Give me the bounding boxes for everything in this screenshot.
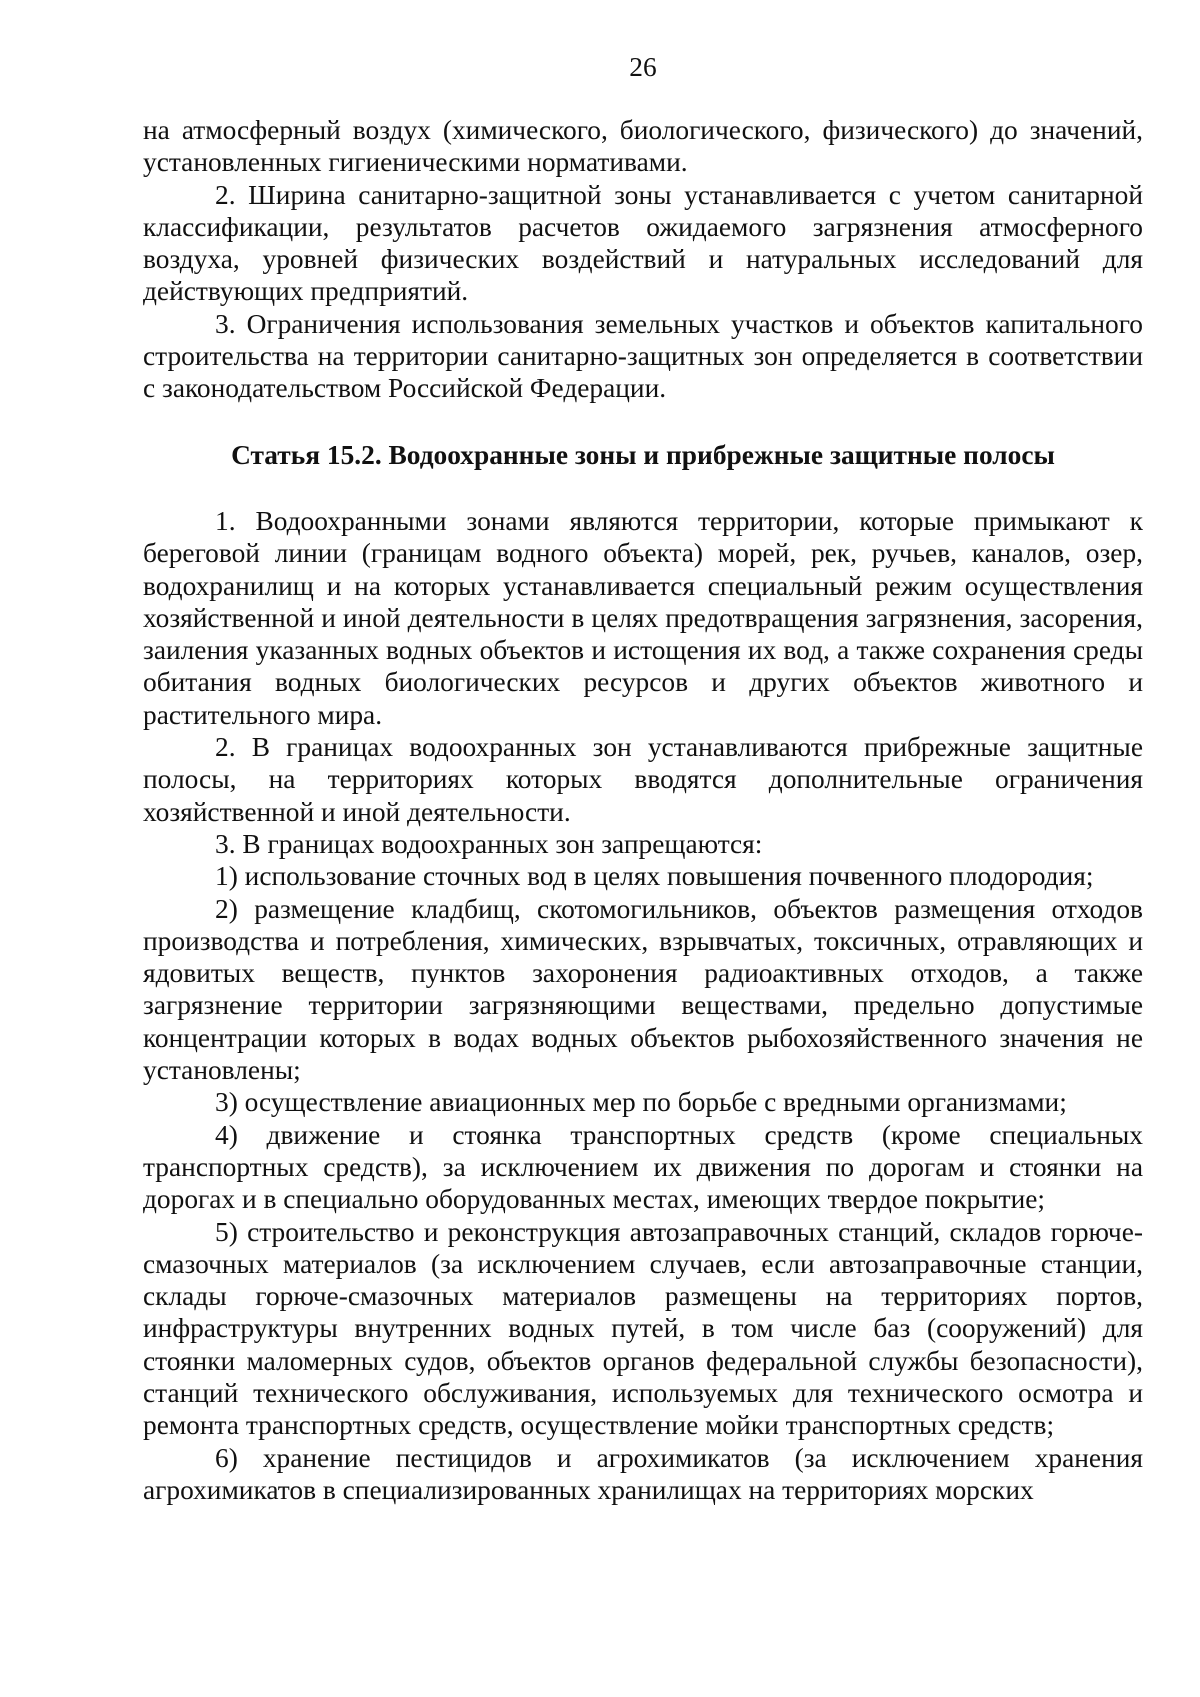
article-paragraph-3: 3. В границах водоохранных зон запрещаются: xyxy=(215,828,763,859)
prohibition-item-3: 3) осуществление авиационных мер по борьбе с вредными организмами; xyxy=(215,1087,1067,1118)
article-paragraph-1: 1. Водоохранными зонами являются территории, которые примыкают к береговой линии (границам водного объекта) морей, рек, ручьев, каналов, озер, водохранилищ и на которых устанавливается специальный режим осуществления хозяйственной и иной деятельности в целях предотвращения загрязнения, засорения, заиления указанных водных объектов и истощения их вод, а также сохранения среды обитания водных биологических ресурсов и других объектов животного и растительного мира. xyxy=(143,505,1143,730)
prohibition-item-6: 6) хранение пестицидов и агрохимикатов (за исключением хранения агрохимикатов в специализированных хранилищах на территориях морских xyxy=(143,1442,1143,1505)
page-number: 26 xyxy=(629,52,657,82)
paragraph-continuation: на атмосферный воздух (химического, биологического, физического) до значений, установленных гигиеническими нормативами. xyxy=(143,115,1143,178)
document-page xyxy=(143,52,1143,1506)
prohibition-item-2: 2) размещение кладбищ, скотомогильников, объектов размещения отходов производства и потребления, химических, взрывчатых, токсичных, отравляющих и ядовитых веществ, пунктов захоронения радиоактивных отходов, а также загрязнение территории загрязняющими веществами, предельно допустимые концентрации которых в водах водных объектов рыбохозяйственного значения не установлены; xyxy=(143,893,1143,1086)
paragraph-item-2: 2. Ширина санитарно-защитной зоны устанавливается с учетом санитарной классификации, результатов расчетов ожидаемого загрязнения атмосферного воздуха, уровней физических воздействий и натуральных исследований для действующих предприятий. xyxy=(143,179,1143,307)
paragraph-item-3: 3. Ограничения использования земельных участков и объектов капитального строительства на территории санитарно-защитных зон определяется в соответствии с законодательством Российской Федерации. xyxy=(143,308,1143,404)
article-paragraph-2: 2. В границах водоохранных зон устанавливаются прибрежные защитные полосы, на территориях которых вводятся дополнительные ограничения хозяйственной и иной деятельности. xyxy=(143,732,1143,827)
prohibition-item-5: 5) строительство и реконструкция автозаправочных станций, складов горюче-смазочных материалов (за исключением случаев, если автозаправочные станции, склады горюче-смазочных материалов размещены на территориях портов, инфраструктуры внутренних водных путей, в том числе баз (сооружений) для стоянки маломерных судов, объектов органов федеральной службы безопасности), станций технического обслуживания, используемых для технического осмотра и ремонта транспортных средств, осуществление мойки транспортных средств; xyxy=(143,1216,1143,1441)
prohibition-item-1: 1) использование сточных вод в целях повышения почвенного плодородия; xyxy=(215,861,1094,892)
prohibition-item-4: 4) движение и стоянка транспортных средств (кроме специальных транспортных средств), за исключением их движения по дорогам и стоянки на дорогах и в специально оборудованных местах, имеющих твердое покрытие; xyxy=(143,1119,1143,1215)
article-heading: Статья 15.2. Водоохранные зоны и прибрежные защитные полосы xyxy=(231,439,1055,470)
